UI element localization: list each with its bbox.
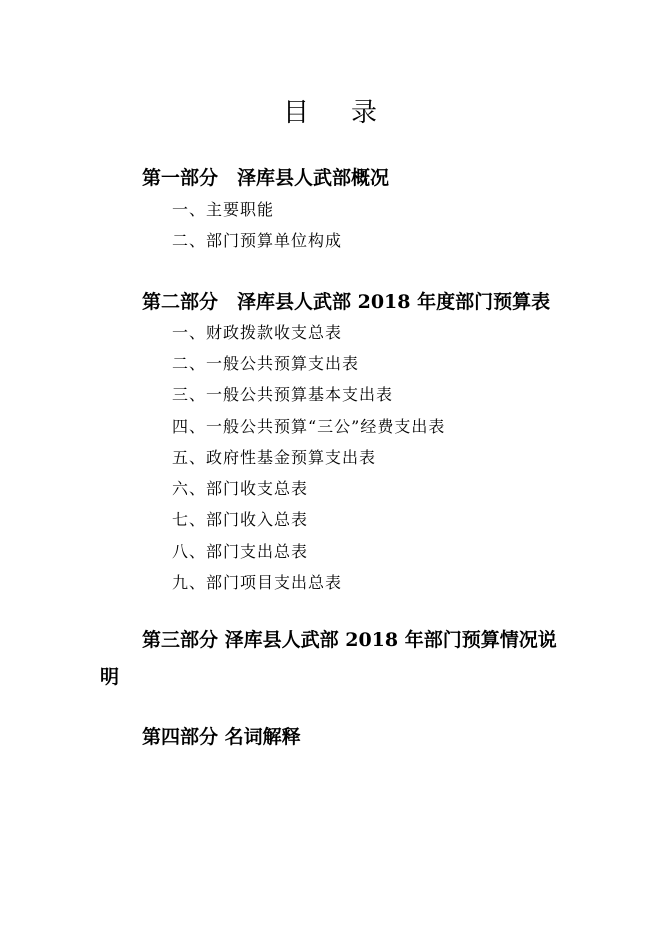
page-title-char-2: 录 — [351, 98, 380, 128]
part-2-item-5: 五、政府性基金预算支出表 — [172, 448, 377, 467]
page-title-char-1: 目 — [282, 98, 311, 128]
part-1-heading: 第一部分 泽库县人武部概况 — [142, 167, 390, 189]
part-4-heading: 第四部分 名词解释 — [142, 726, 301, 748]
part-2-item-8: 八、部门支出总表 — [172, 542, 309, 561]
part-2-item-1: 一、财政拨款收支总表 — [172, 323, 343, 342]
part-2-item-6: 六、部门收支总表 — [172, 479, 309, 498]
part-3-heading: 第三部分 泽库县人武部 2018 年部门预算情况说明 — [100, 629, 557, 688]
part-2-heading: 第二部分 泽库县人武部 2018 年度部门预算表 — [142, 291, 551, 313]
part-2-item-9: 九、部门项目支出总表 — [172, 573, 343, 592]
part-2-item-4: 四、一般公共预算“三公”经费支出表 — [172, 417, 446, 436]
part-2-item-2: 二、一般公共预算支出表 — [172, 354, 360, 373]
part-2-item-7: 七、部门收入总表 — [172, 510, 309, 529]
part-2-item-3: 三、一般公共预算基本支出表 — [172, 385, 394, 404]
part-1-item-1: 一、主要职能 — [172, 200, 275, 219]
part-1-item-2: 二、部门预算单位构成 — [172, 231, 343, 250]
page-title — [0, 92, 662, 129]
